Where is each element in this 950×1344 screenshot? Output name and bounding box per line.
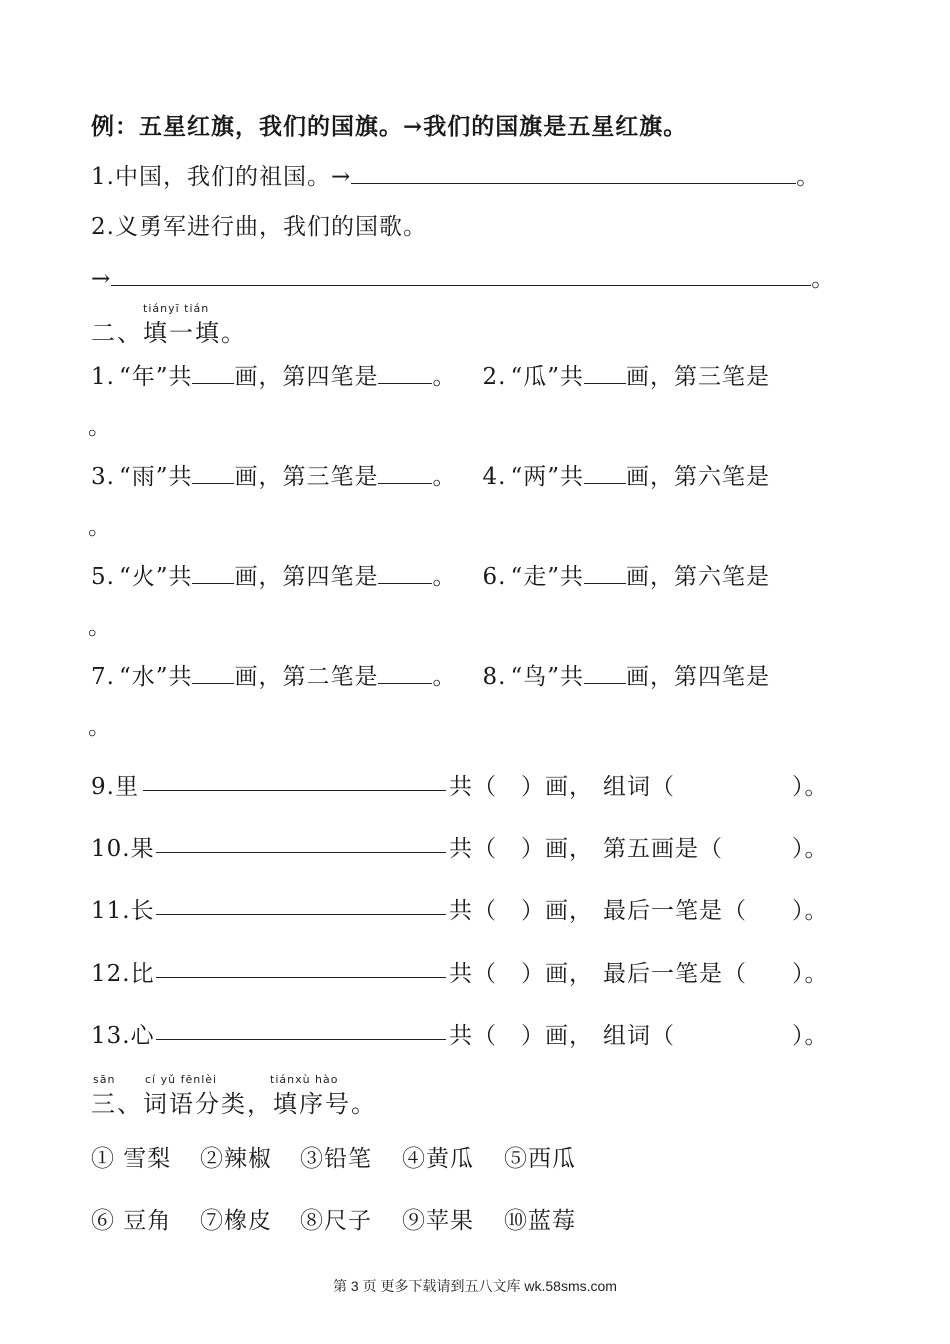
- section-3-pinyin-2: cí yǔ fēnlèi: [145, 1073, 218, 1086]
- stroke-gong: 共: [168, 464, 193, 490]
- section-3-pinyin-1: sān: [93, 1073, 116, 1086]
- section-3-pinyin-3: tiánxù hào: [270, 1073, 339, 1086]
- stroke-gong: 共: [168, 664, 193, 690]
- stroke-num: 1.: [91, 364, 115, 390]
- stroke-order-label: 第六笔是: [673, 464, 770, 490]
- stroke-period: 。: [432, 464, 457, 490]
- word-item: ⑤西瓜: [504, 1146, 576, 1172]
- write-item-task: 最后一笔是（: [603, 898, 747, 924]
- page-footer: 第 3 页 更多下载请到五八文库 wk.58sms.com: [333, 1278, 617, 1294]
- stroke-hua: 画，: [625, 364, 674, 390]
- write-item-practice-line[interactable]: [156, 830, 446, 853]
- stroke-num: 5.: [91, 564, 115, 590]
- stroke-row-trail: 。: [88, 414, 112, 440]
- write-item-close: ）。: [792, 1023, 829, 1049]
- sentence-1-answer-line[interactable]: [351, 161, 796, 184]
- stroke-gong: 共: [559, 464, 584, 490]
- sentence-2-end: 。: [811, 266, 836, 292]
- stroke-order-label: 第四笔是: [282, 364, 379, 390]
- write-item-practice-line[interactable]: [156, 955, 446, 978]
- stroke-row-trail: 。: [88, 514, 112, 540]
- sentence-1-end: 。: [796, 164, 821, 190]
- write-item-close: ）。: [792, 836, 829, 862]
- stroke-hua: 画，: [625, 664, 674, 690]
- stroke-count-blank[interactable]: [584, 461, 626, 484]
- stroke-char: “水”: [118, 664, 169, 690]
- stroke-period: 。: [432, 664, 457, 690]
- write-item-label: 10.果: [91, 836, 155, 862]
- word-item: ① 雪梨: [91, 1146, 172, 1172]
- stroke-row: [91, 358, 770, 391]
- stroke-num: 8.: [482, 664, 507, 690]
- write-item-stroke-count: 共（ ）画，: [449, 1023, 593, 1049]
- stroke-row: [91, 558, 770, 591]
- write-item-practice-line[interactable]: [156, 892, 446, 915]
- write-item-task: 最后一笔是（: [603, 961, 747, 987]
- stroke-order-blank[interactable]: [378, 461, 432, 484]
- write-item-task: 组词（: [603, 774, 675, 800]
- sentence-1-prompt: 1.中国，我们的祖国。→: [91, 164, 352, 190]
- stroke-count-blank[interactable]: [192, 361, 234, 384]
- word-item: ⑨苹果: [402, 1208, 474, 1234]
- write-item-label: 12.比: [91, 961, 155, 987]
- sentence-2-answer: [91, 260, 835, 293]
- write-item-close: ）。: [792, 898, 829, 924]
- stroke-char: “火”: [118, 564, 169, 590]
- write-item-stroke-count: 共（ ）画，: [449, 774, 593, 800]
- stroke-gong: 共: [168, 364, 193, 390]
- stroke-order-blank[interactable]: [378, 561, 432, 584]
- write-item-stroke-count: 共（ ）画，: [449, 961, 593, 987]
- stroke-order-label: 第六笔是: [673, 564, 770, 590]
- stroke-gong: 共: [559, 564, 584, 590]
- stroke-order-label: 第四笔是: [282, 564, 379, 590]
- write-item-practice-line[interactable]: [143, 768, 446, 791]
- stroke-count-blank[interactable]: [192, 461, 234, 484]
- write-item-task: 组词（: [603, 1023, 675, 1049]
- stroke-order-blank[interactable]: [378, 661, 432, 684]
- write-item-close: ）。: [792, 961, 829, 987]
- stroke-count-blank[interactable]: [192, 661, 234, 684]
- stroke-row-trail: 。: [88, 714, 112, 740]
- sentence-2-arrow: →: [91, 266, 112, 292]
- word-item: ⑦橡皮: [200, 1208, 272, 1234]
- write-item-practice-line[interactable]: [156, 1017, 446, 1040]
- stroke-gong: 共: [168, 564, 193, 590]
- stroke-char: “雨”: [118, 464, 169, 490]
- stroke-row: [91, 458, 770, 491]
- stroke-order-label: 第四笔是: [673, 664, 770, 690]
- stroke-period: 。: [432, 364, 457, 390]
- sentence-2-answer-line[interactable]: [111, 263, 811, 286]
- stroke-row-trail: 。: [88, 614, 112, 640]
- section-3-title: 三、词语分类，填序号。: [91, 1090, 377, 1118]
- section-2-title: 二、填一填。: [91, 319, 247, 347]
- write-item-close: ）。: [792, 774, 829, 800]
- stroke-order-label: 第三笔是: [282, 464, 379, 490]
- stroke-char: “瓜”: [510, 364, 560, 390]
- sentence-2-prompt: 2.义勇军进行曲，我们的国歌。: [91, 214, 427, 240]
- stroke-gong: 共: [559, 364, 584, 390]
- stroke-num: 6.: [482, 564, 507, 590]
- stroke-num: 7.: [91, 664, 115, 690]
- stroke-order-label: 第三笔是: [673, 364, 770, 390]
- word-item: ③铅笔: [300, 1146, 372, 1172]
- stroke-count-blank[interactable]: [584, 661, 626, 684]
- write-item-stroke-count: 共（ ）画，: [449, 898, 593, 924]
- stroke-char: “鸟”: [510, 664, 560, 690]
- stroke-order-blank[interactable]: [378, 361, 432, 384]
- write-item-label: 9.里: [91, 774, 139, 800]
- stroke-hua: 画，: [234, 564, 283, 590]
- stroke-period: 。: [432, 564, 457, 590]
- example-sentence: 例：五星红旗，我们的国旗。→我们的国旗是五星红旗。: [91, 113, 688, 140]
- word-item: ⑧尺子: [300, 1208, 372, 1234]
- stroke-count-blank[interactable]: [584, 561, 626, 584]
- word-item: ②辣椒: [200, 1146, 272, 1172]
- stroke-hua: 画，: [625, 564, 674, 590]
- stroke-gong: 共: [559, 664, 584, 690]
- stroke-count-blank[interactable]: [584, 361, 626, 384]
- write-item-label: 13.心: [91, 1023, 155, 1049]
- stroke-row: [91, 658, 770, 691]
- write-item-label: 11.长: [91, 898, 155, 924]
- stroke-char: “走”: [510, 564, 560, 590]
- stroke-char: “年”: [118, 364, 169, 390]
- word-item: ⑥ 豆角: [91, 1208, 172, 1234]
- write-item-task: 第五画是（: [603, 836, 723, 862]
- stroke-hua: 画，: [234, 464, 283, 490]
- sentence-1: [91, 158, 820, 191]
- word-item: ⑩蓝莓: [504, 1208, 576, 1234]
- stroke-hua: 画，: [625, 464, 674, 490]
- stroke-order-label: 第二笔是: [282, 664, 379, 690]
- stroke-num: 3.: [91, 464, 115, 490]
- stroke-num: 2.: [482, 364, 507, 390]
- stroke-char: “两”: [510, 464, 560, 490]
- stroke-count-blank[interactable]: [192, 561, 234, 584]
- stroke-hua: 画，: [234, 364, 283, 390]
- stroke-hua: 画，: [234, 664, 283, 690]
- stroke-num: 4.: [482, 464, 507, 490]
- section-2-pinyin: tiányī tián: [143, 302, 210, 315]
- write-item-stroke-count: 共（ ）画，: [449, 836, 593, 862]
- word-item: ④黄瓜: [402, 1146, 474, 1172]
